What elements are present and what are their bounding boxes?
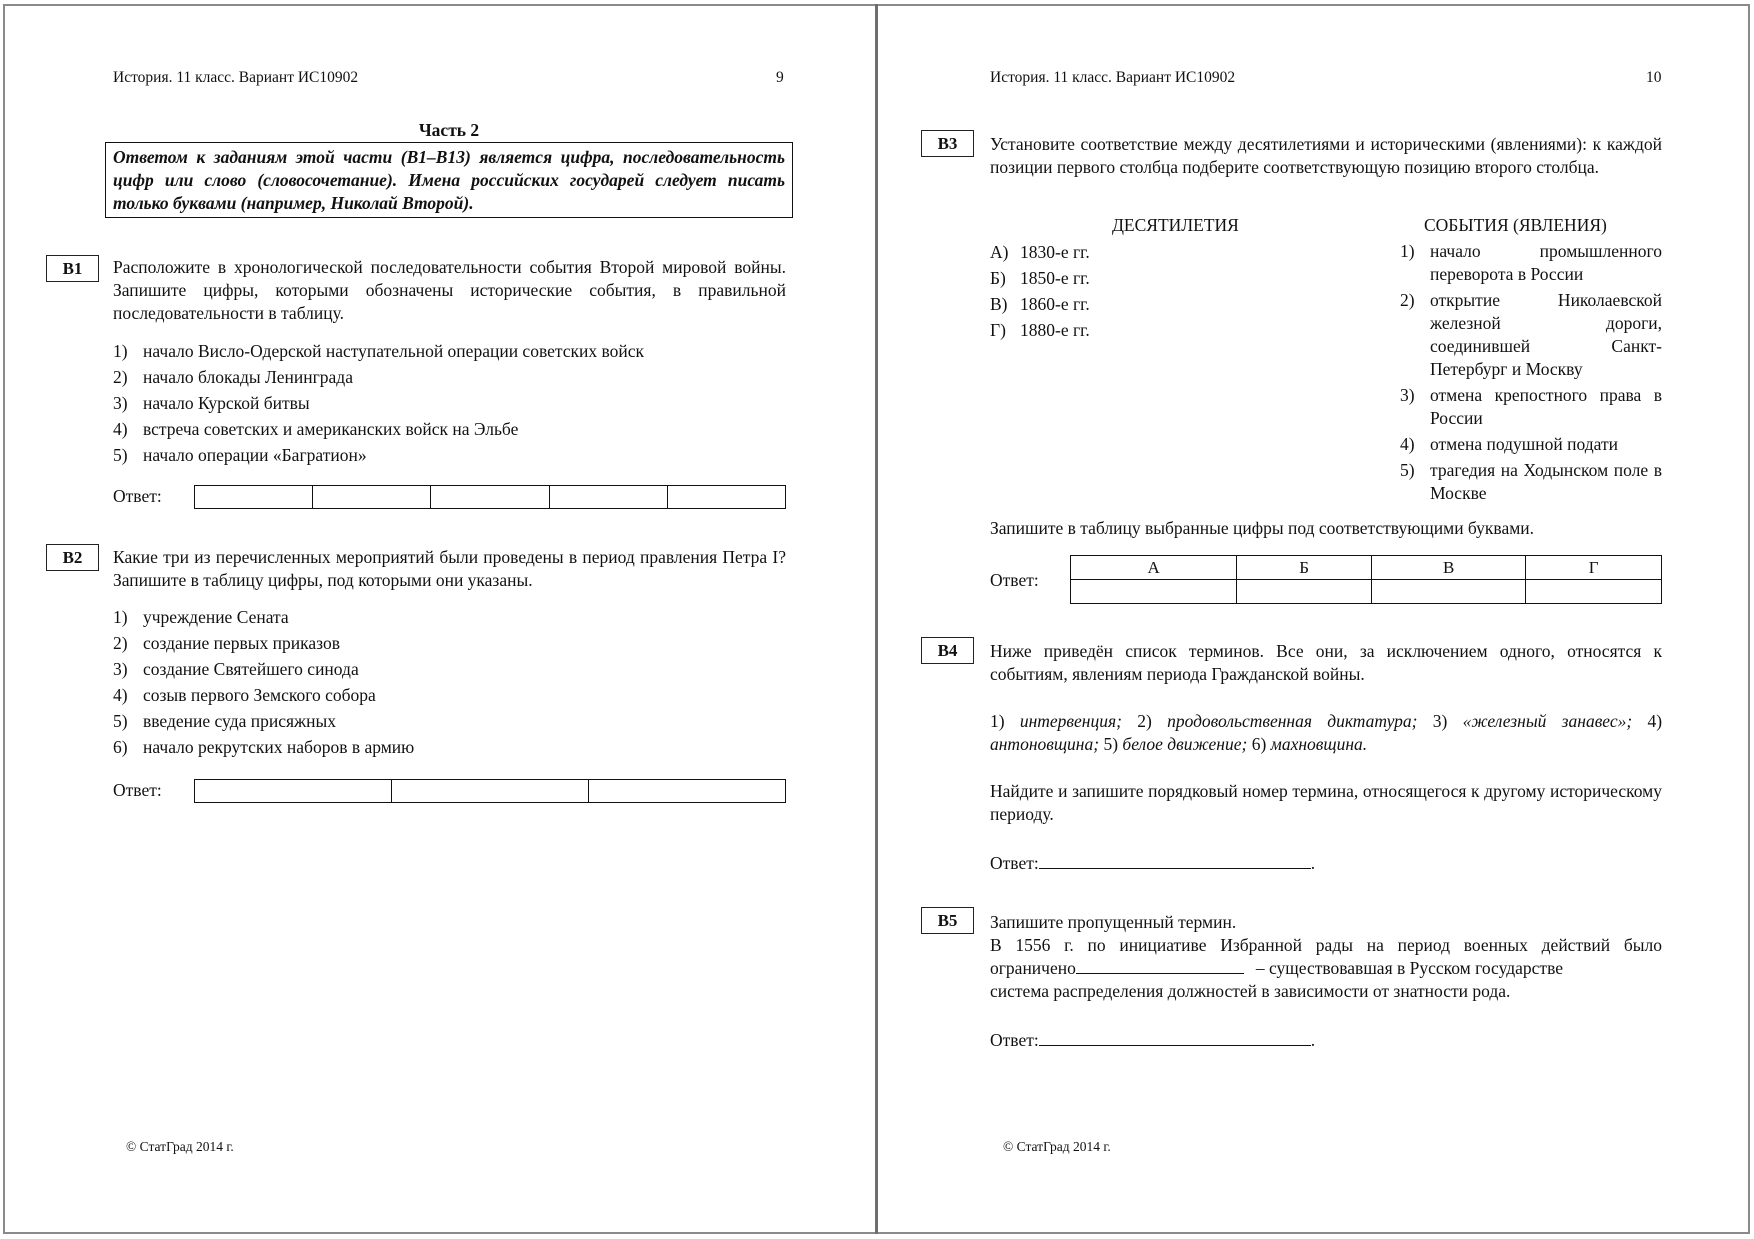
answer-cell[interactable] (1237, 580, 1372, 604)
term-number: 2) (1137, 711, 1152, 731)
answer-label-b4: Ответ: (990, 853, 1039, 873)
list-item: 3) отмена крепостного права в России (1400, 385, 1662, 428)
question-b4-instruction: Найдите и запишите порядковый номер термина, относящегося к другому историческому периоду. (990, 781, 1662, 824)
answer-cell[interactable] (1371, 580, 1525, 604)
list-item: 4) созыв первого Земского собора (113, 684, 376, 705)
question-b3-text: Установите соответствие между десятилетиями и историческими (явлениями): к каждой позиции первого столбца подберите соответствующую позицию второго столбца. (990, 134, 1662, 177)
list-item: 5) трагедия на Ходынском поле в Москве (1400, 460, 1662, 503)
answer-cell[interactable] (549, 486, 667, 509)
answer-period: . (1310, 1030, 1316, 1050)
term-number: 6) (1251, 734, 1267, 754)
question-label-b2: В2 (46, 544, 99, 571)
list-item: 6) начало рекрутских наборов в армию (113, 736, 415, 757)
answer-cell[interactable] (1526, 580, 1662, 604)
answer-field-b4[interactable] (1039, 850, 1311, 869)
footer-copyright: © СтатГрад 2014 г. (1003, 1139, 1111, 1154)
question-b2-text: Какие три из перечисленных мероприятий были проведены в период правления Петра I? Запишите в таблицу цифры, под которыми они указаны. (113, 547, 786, 590)
list-item: 1) начало промышленного переворота в России (1400, 241, 1662, 284)
question-label-b5: В5 (921, 907, 974, 934)
question-label-b3: В3 (921, 130, 974, 157)
list-item: А) 1830-е гг. (990, 241, 1090, 262)
answer-field-b5[interactable] (1039, 1027, 1311, 1046)
term-number: 3) (1432, 711, 1448, 731)
question-b5-text (990, 911, 1662, 1003)
list-item: 2) начало блокады Ленинграда (113, 366, 353, 387)
list-item: 1) начало Висло-Одерской наступательной операции советских войск (113, 340, 645, 361)
page-header-title: История. 11 класс. Вариант ИС10902 (990, 69, 1236, 86)
term: интервенция; (1019, 711, 1122, 731)
page-header-title: История. 11 класс. Вариант ИС10902 (113, 69, 359, 86)
term-number: 5) (1103, 734, 1119, 754)
list-item: 4) встреча советских и американских войск на Эльбе (113, 418, 519, 439)
term-number: 1) (990, 711, 1005, 731)
list-item: 3) начало Курской битвы (113, 392, 310, 413)
table-header-cell: В (1371, 556, 1525, 580)
question-b1-text: Расположите в хронологической последовательности события Второй мировой войны. Запишите цифры, которыми обозначены исторические события, в правильной последовательности в таблицу. (113, 257, 786, 323)
answer-cell[interactable] (431, 486, 549, 509)
page-number: 10 (1646, 69, 1662, 86)
answer-label-b2: Ответ: (113, 780, 162, 800)
term: антоновщина; (990, 734, 1100, 754)
answer-label-b3: Ответ: (990, 570, 1039, 590)
question-label-b4: В4 (921, 637, 974, 664)
list-item: 5) введение суда присяжных (113, 710, 336, 731)
list-item: 4) отмена подушной подати (1400, 434, 1618, 454)
table-header-cell: Б (1237, 556, 1372, 580)
question-b3-instruction: Запишите в таблицу выбранные цифры под соответствующими буквами. (990, 518, 1535, 538)
question-b5-line: В 1556 г. по инициативе Избранной рады на период военных действий было (990, 935, 1662, 955)
part-title: Часть 2 (418, 120, 480, 140)
question-b1-options (113, 338, 786, 468)
answer-row-b5 (990, 1027, 1315, 1052)
answer-cell[interactable] (195, 780, 392, 803)
term: «железный занавес»; (1462, 711, 1633, 731)
page-divider (875, 4, 878, 1234)
answer-label-b5: Ответ: (990, 1030, 1039, 1050)
events-list (1400, 240, 1662, 505)
inline-blank (1076, 957, 1244, 974)
list-item: В) 1860-е гг. (990, 293, 1090, 314)
term-number: 4) (1647, 711, 1663, 731)
question-b5-intro: Запишите пропущенный термин. (990, 912, 1237, 932)
footer-copyright: © СтатГрад 2014 г. (126, 1139, 234, 1154)
question-label-b1: В1 (46, 255, 99, 282)
answer-label-b1: Ответ: (113, 486, 162, 506)
question-b2-options (113, 604, 786, 760)
list-item: 3) создание Святейшего синода (113, 658, 359, 679)
column-title-events: СОБЫТИЯ (ЯВЛЕНИЯ) (1424, 215, 1607, 235)
term: продовольственная диктатура; (1167, 711, 1418, 731)
page-number: 9 (776, 69, 784, 86)
answer-row-b4 (990, 850, 1315, 875)
term: белое движение; (1122, 734, 1248, 754)
table-header-cell: А (1071, 556, 1237, 580)
list-item: 5) начало операции «Багратион» (113, 444, 367, 465)
list-item: Г) 1880-е гг. (990, 319, 1090, 340)
decades-list (990, 239, 1250, 343)
question-b5-blank-line: ограничено – существовавшая в Русском государстве (990, 958, 1563, 978)
answer-cell[interactable] (313, 486, 431, 509)
question-b4-text: Ниже приведён список терминов. Все они, за исключением одного, относятся к событиям, явлениям периода Гражданской войны. (990, 641, 1662, 684)
term: махновщина. (1270, 734, 1368, 754)
answer-cell[interactable] (392, 780, 589, 803)
answer-cell[interactable] (1071, 580, 1237, 604)
list-item: 2) создание первых приказов (113, 632, 340, 653)
answer-period: . (1310, 853, 1316, 873)
question-b5-line: система распределения должностей в зависимости от знатности рода. (990, 981, 1511, 1001)
question-b4-terms (990, 710, 1662, 756)
list-item: 1) учреждение Сената (113, 606, 289, 627)
answer-table-b3 (1070, 555, 1662, 604)
table-header-cell: Г (1526, 556, 1662, 580)
list-item: Б) 1850-е гг. (990, 267, 1090, 288)
list-item: 2) открытие Николаевской железной дороги, соединившей Санкт-Петербург и Москву (1400, 290, 1662, 379)
column-title-decades: ДЕСЯТИЛЕТИЯ (1112, 215, 1239, 235)
answer-table-b2 (194, 779, 786, 803)
answer-cell[interactable] (667, 486, 785, 509)
answer-table-b1 (194, 485, 786, 509)
answer-cell[interactable] (589, 780, 786, 803)
part-instructions-box: Ответом к заданиям этой части (В1–В13) является цифра, последовательность цифр или слово (словосочетание). Имена российских государей следует писать только буквами (например, Николай Второй). (105, 142, 793, 218)
answer-cell[interactable] (195, 486, 313, 509)
